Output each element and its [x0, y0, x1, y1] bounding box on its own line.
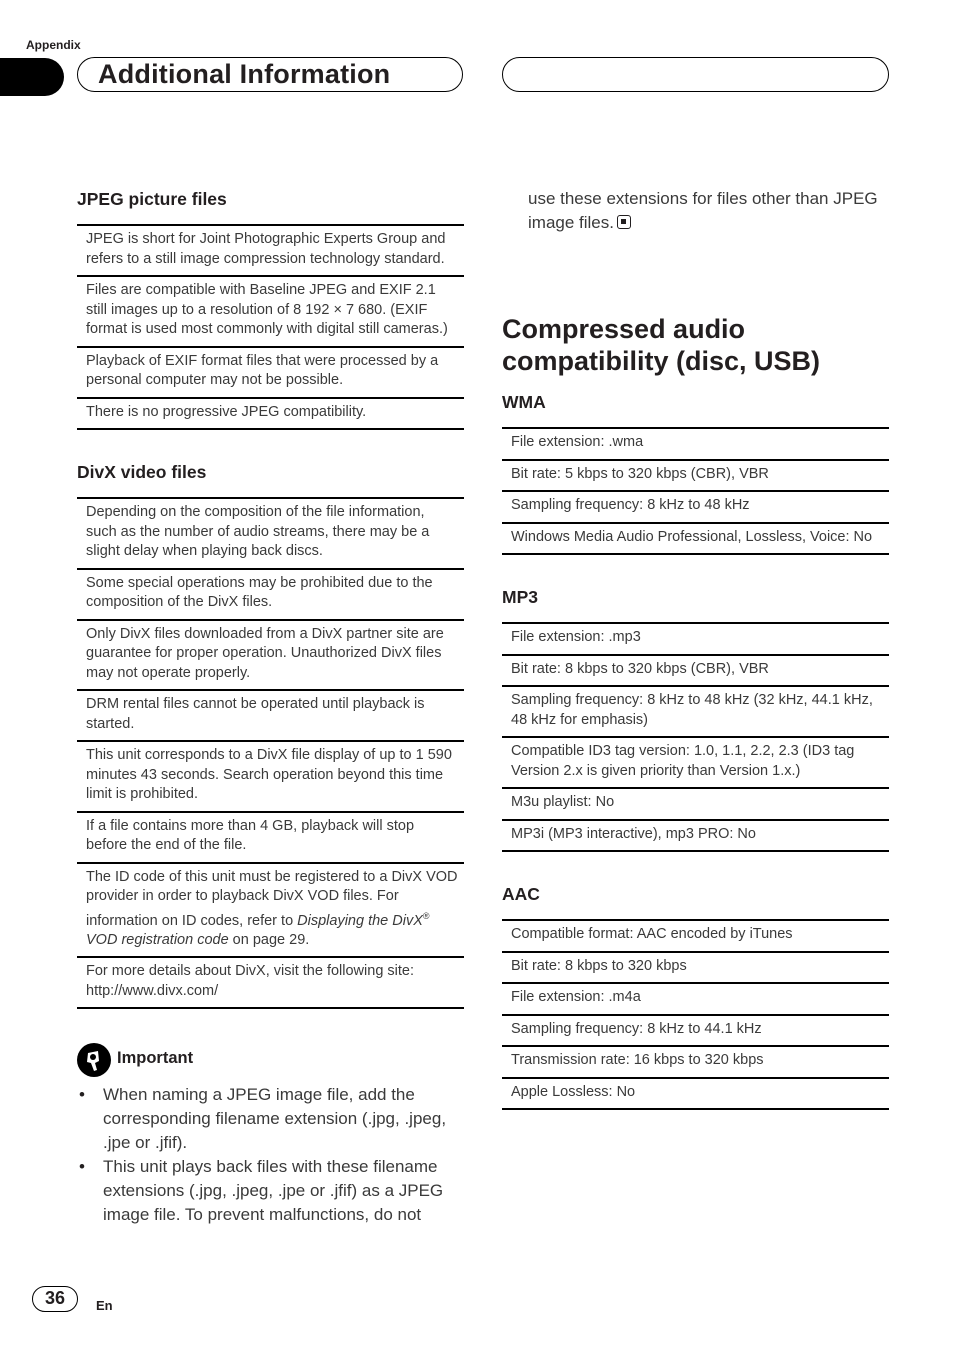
registered-mark: ®	[422, 910, 430, 921]
aac-table	[502, 919, 889, 1110]
table-row: Sampling frequency: 8 kHz to 44.1 kHz	[502, 1016, 889, 1048]
page-number: 36	[32, 1286, 78, 1312]
table-row: Bit rate: 5 kbps to 320 kbps (CBR), VBR	[502, 461, 889, 493]
table-row: This unit corresponds to a DivX file display of up to 1 590 minutes 43 seconds. Search operation beyond this time limit is prohibited.	[77, 742, 464, 813]
table-row: File extension: .wma	[502, 429, 889, 461]
continuation-span: use these extensions for files other than JPEG image files.	[528, 189, 878, 232]
table-row: Bit rate: 8 kbps to 320 kbps (CBR), VBR	[502, 656, 889, 688]
table-row: Sampling frequency: 8 kHz to 48 kHz (32 kHz, 44.1 kHz, 48 kHz for emphasis)	[502, 687, 889, 738]
continuation-text	[502, 187, 889, 235]
page-title: Additional Information	[98, 59, 391, 89]
table-row: Sampling frequency: 8 kHz to 48 kHz	[502, 492, 889, 524]
list-item: • When naming a JPEG image file, add the corresponding filename extension (.jpg, .jpeg, .jpe or .jfif).	[77, 1083, 464, 1155]
right-column	[502, 187, 889, 1110]
table-row: MP3i (MP3 interactive), mp3 PRO: No	[502, 821, 889, 853]
id-row-prefix: The ID code of this unit must be registered to a DivX VOD provider in order to playback DivX VOD files. For information on ID codes, refer to	[86, 868, 458, 929]
table-row: Files are compatible with Baseline JPEG and EXIF 2.1 still images up to a resolution of 8 192 × 7 680. (EXIF format is used most commonly with digital still cameras.)	[77, 277, 464, 348]
table-row: If a file contains more than 4 GB, playback will stop before the end of the file.	[77, 813, 464, 864]
divx-table	[77, 497, 464, 1009]
jpeg-heading: JPEG picture files	[77, 189, 227, 209]
table-row: Transmission rate: 16 kbps to 320 kbps	[502, 1047, 889, 1079]
left-column	[77, 187, 464, 1227]
mp3-table	[502, 622, 889, 852]
important-list	[77, 1083, 464, 1227]
id-row-suffix: on page 29.	[228, 931, 310, 948]
aac-heading: AAC	[502, 884, 540, 904]
id-row-link-text: Displaying the DivX	[297, 912, 423, 929]
section-tab	[0, 58, 64, 96]
id-row-link-text-2: VOD registration code	[86, 931, 229, 948]
table-row: M3u playlist: No	[502, 789, 889, 821]
table-row: Apple Lossless: No	[502, 1079, 889, 1111]
wma-table	[502, 427, 889, 555]
table-row: Only DivX files downloaded from a DivX partner site are guarantee for proper operation. Unauthorized DivX files may not operate properly.	[77, 621, 464, 692]
table-row: Playback of EXIF format files that were processed by a personal computer may not be possible.	[77, 348, 464, 399]
language-label: En	[96, 1298, 113, 1313]
table-row: Some special operations may be prohibited due to the composition of the DivX files.	[77, 570, 464, 621]
table-row: Depending on the composition of the file information, such as the number of audio streams, there may be a slight delay when playing back discs.	[77, 499, 464, 570]
important-icon	[77, 1043, 111, 1077]
wma-heading: WMA	[502, 392, 546, 412]
header-pill-empty	[502, 57, 889, 92]
table-row: Compatible ID3 tag version: 1.0, 1.1, 2.2, 2.3 (ID3 tag Version 2.x is given priority than Version 1.x.)	[502, 738, 889, 789]
compressed-audio-heading: Compressed audio compatibility (disc, USB)	[502, 314, 821, 376]
table-row: Compatible format: AAC encoded by iTunes	[502, 921, 889, 953]
mp3-heading: MP3	[502, 587, 538, 607]
jpeg-table	[77, 224, 464, 430]
table-row: DRM rental files cannot be operated until playback is started.	[77, 691, 464, 742]
table-row-id-code	[77, 864, 464, 959]
important-block	[77, 1043, 464, 1077]
appendix-label: Appendix	[26, 38, 81, 52]
table-row: Windows Media Audio Professional, Lossless, Voice: No	[502, 524, 889, 556]
important-label: Important	[117, 1049, 194, 1068]
table-row: JPEG is short for Joint Photographic Experts Group and refers to a still image compression technology standard.	[77, 226, 464, 277]
table-row: File extension: .m4a	[502, 984, 889, 1016]
list-item: • This unit plays back files with these filename extensions (.jpg, .jpeg, .jpe or .jfif) as a JPEG image file. To prevent malfunctions, do not	[77, 1155, 464, 1227]
table-row: Bit rate: 8 kbps to 320 kbps	[502, 953, 889, 985]
table-row: For more details about DivX, visit the following site: http://www.divx.com/	[77, 958, 464, 1009]
title-pill	[77, 57, 463, 92]
table-row: File extension: .mp3	[502, 624, 889, 656]
end-mark-icon	[617, 215, 631, 229]
divx-heading: DivX video files	[77, 462, 207, 482]
table-row: There is no progressive JPEG compatibility.	[77, 399, 464, 431]
